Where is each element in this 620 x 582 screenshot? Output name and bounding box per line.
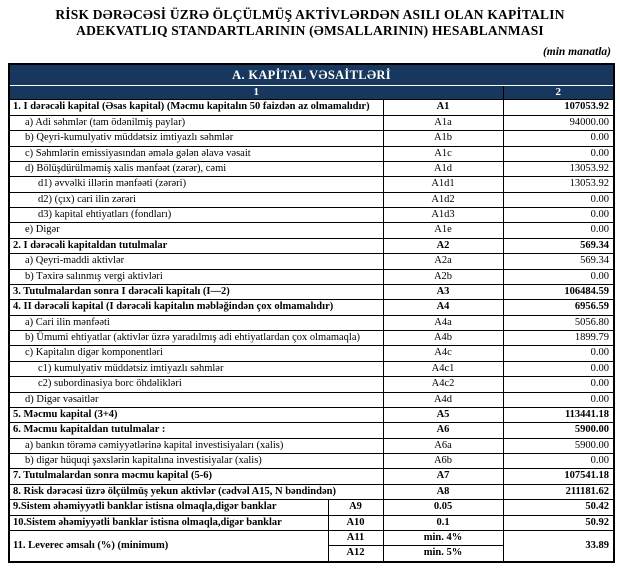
table-row bbox=[9, 315, 614, 330]
row-value: 0.00 bbox=[503, 269, 614, 284]
row-label: b) digər hüquqi şəxslərin kapitalına investisiyalar (xalis) bbox=[9, 454, 383, 469]
row-value: 107541.18 bbox=[503, 469, 614, 484]
table-row bbox=[9, 238, 614, 253]
row-value: 50.92 bbox=[503, 515, 614, 530]
row-label: b) Qeyri-kumulyativ müddətsiz imtiyazlı səhmlər bbox=[9, 131, 383, 146]
table-row bbox=[9, 454, 614, 469]
row-value: 1899.79 bbox=[503, 331, 614, 346]
row-code: A4c bbox=[383, 346, 503, 361]
row-value: 0.00 bbox=[503, 346, 614, 361]
row-label: 11. Leverec əmsalı (%) (minimum) bbox=[9, 530, 328, 561]
section-header: A. KAPİTAL VƏSAİTLƏRİ bbox=[9, 64, 614, 86]
row-code: A3 bbox=[383, 284, 503, 299]
row-value: 0.00 bbox=[503, 192, 614, 207]
row-label: d) Bölüşdürülməmiş xalis mənfəət (zərər), cəmi bbox=[9, 161, 383, 176]
row-label: a) Cari ilin mənfəəti bbox=[9, 315, 383, 330]
table-row bbox=[9, 269, 614, 284]
row-code: A4a bbox=[383, 315, 503, 330]
table-row bbox=[9, 377, 614, 392]
table-row-leverage bbox=[9, 530, 614, 545]
row-value: 211181.62 bbox=[503, 484, 614, 499]
row-factor: 0.05 bbox=[383, 500, 503, 515]
table-row bbox=[9, 177, 614, 192]
col-header-1: 1 bbox=[9, 86, 503, 100]
row-factor: 0.1 bbox=[383, 515, 503, 530]
row-code: A1b bbox=[383, 131, 503, 146]
row-label: 5. Məcmu kapital (3+4) bbox=[9, 407, 383, 422]
row-code: A5 bbox=[383, 407, 503, 422]
table-row bbox=[9, 146, 614, 161]
row-value: 113441.18 bbox=[503, 407, 614, 422]
row-code: A4c1 bbox=[383, 361, 503, 376]
table-row bbox=[9, 469, 614, 484]
row-label: b) Təxirə salınmış vergi aktivləri bbox=[9, 269, 383, 284]
row-code: A9 bbox=[328, 500, 383, 515]
row-label: 7. Tutulmalardan sonra məcmu kapital (5-6) bbox=[9, 469, 383, 484]
table-row bbox=[9, 254, 614, 269]
row-value: 33.89 bbox=[503, 530, 614, 561]
row-code: A6 bbox=[383, 423, 503, 438]
row-label: d) Digər vəsaitlər bbox=[9, 392, 383, 407]
column-number-row bbox=[9, 86, 614, 100]
row-label: c2) subordinasiya borc öhdəlikləri bbox=[9, 377, 383, 392]
row-code: A11 bbox=[328, 530, 383, 545]
page-title-line1: RİSK DƏRƏCƏSİ ÜZRƏ ÖLÇÜLMÜŞ AKTİVLƏRDƏN ASILI OLAN KAPİTALIN bbox=[55, 7, 565, 22]
row-value: 5900.00 bbox=[503, 423, 614, 438]
row-value: 569.34 bbox=[503, 254, 614, 269]
row-code: A6b bbox=[383, 454, 503, 469]
row-factor: min. 5% bbox=[383, 546, 503, 562]
row-code: A1d1 bbox=[383, 177, 503, 192]
table-row bbox=[9, 438, 614, 453]
row-label: 2. I dərəcəli kapitaldan tutulmalar bbox=[9, 238, 383, 253]
row-label: a) Qeyri-maddi aktivlər bbox=[9, 254, 383, 269]
table-row bbox=[9, 331, 614, 346]
row-value: 569.34 bbox=[503, 238, 614, 253]
row-value: 106484.59 bbox=[503, 284, 614, 299]
table-row-ratio bbox=[9, 515, 614, 530]
table-row bbox=[9, 100, 614, 115]
row-code: A1c bbox=[383, 146, 503, 161]
row-code: A1d2 bbox=[383, 192, 503, 207]
row-code: A4 bbox=[383, 300, 503, 315]
table-row bbox=[9, 284, 614, 299]
row-label: 8. Risk dərəcəsi üzrə ölçülmüş yekun aktivlər (cədvəl A15, N bəndindən) bbox=[9, 484, 383, 499]
row-code: A2 bbox=[383, 238, 503, 253]
row-value: 0.00 bbox=[503, 131, 614, 146]
table-row bbox=[9, 361, 614, 376]
row-label: e) Digər bbox=[9, 223, 383, 238]
row-label: 4. II dərəcəli kapital (I dərəcəli kapitalın məbləğindən çox olmamalıdır) bbox=[9, 300, 383, 315]
table-row bbox=[9, 484, 614, 499]
row-value: 5900.00 bbox=[503, 438, 614, 453]
row-value: 0.00 bbox=[503, 146, 614, 161]
row-code: A1e bbox=[383, 223, 503, 238]
section-header-row bbox=[9, 64, 614, 86]
row-code: A12 bbox=[328, 546, 383, 562]
row-code: A4d bbox=[383, 392, 503, 407]
table-row bbox=[9, 300, 614, 315]
row-label: c1) kumulyativ müddətsiz imtiyazlı səhmlər bbox=[9, 361, 383, 376]
row-label: 10.Sistem əhəmiyyətli banklar istisna olmaqla,digər banklar bbox=[9, 515, 328, 530]
row-label: d1) əvvəlki illərin mənfəəti (zərəri) bbox=[9, 177, 383, 192]
row-label: d3) kapital ehtiyatları (fondları) bbox=[9, 208, 383, 223]
row-code: A4c2 bbox=[383, 377, 503, 392]
row-value: 0.00 bbox=[503, 392, 614, 407]
page-title-line2: ADEKVATLIQ STANDARTLARININ (ƏMSALLARININ) HESABLANMASI bbox=[76, 23, 544, 39]
row-value: 13053.92 bbox=[503, 161, 614, 176]
row-label: b) Ümumi ehtiyatlar (aktivlər üzrə yaradılmış adi ehtiyatlardan çox olmamaqla) bbox=[9, 331, 383, 346]
row-code: A1d bbox=[383, 161, 503, 176]
row-value: 50.42 bbox=[503, 500, 614, 515]
table-row bbox=[9, 346, 614, 361]
row-value: 5056.80 bbox=[503, 315, 614, 330]
row-label: c) Səhmlərin emissiyasından əmələ gələn əlavə vəsait bbox=[9, 146, 383, 161]
row-label: a) bankın törəmə cəmiyyətlərinə kapital investisiyaları (xalis) bbox=[9, 438, 383, 453]
row-label: 6. Məcmu kapitaldan tutulmalar : bbox=[9, 423, 383, 438]
row-value: 6956.59 bbox=[503, 300, 614, 315]
row-value: 107053.92 bbox=[503, 100, 614, 115]
row-code: A2a bbox=[383, 254, 503, 269]
row-value: 94000.00 bbox=[503, 115, 614, 130]
row-factor: min. 4% bbox=[383, 530, 503, 545]
row-code: A2b bbox=[383, 269, 503, 284]
row-value: 13053.92 bbox=[503, 177, 614, 192]
row-value: 0.00 bbox=[503, 361, 614, 376]
row-label: a) Adi səhmlər (tam ödənilmiş paylar) bbox=[9, 115, 383, 130]
row-code: A1a bbox=[383, 115, 503, 130]
row-code: A8 bbox=[383, 484, 503, 499]
table-row bbox=[9, 208, 614, 223]
capital-table bbox=[8, 63, 615, 562]
table-row bbox=[9, 115, 614, 130]
table-row bbox=[9, 131, 614, 146]
row-code: A1 bbox=[383, 100, 503, 115]
row-label: 9.Sistem əhəmiyyətli banklar istisna olmaqla,digər banklar bbox=[9, 500, 328, 515]
row-label: 3. Tutulmalardan sonra I dərəcəli kapitalı (I—2) bbox=[9, 284, 383, 299]
table-row bbox=[9, 407, 614, 422]
row-label: d2) (çıx) cari ilin zərəri bbox=[9, 192, 383, 207]
unit-note: (min manatla) bbox=[542, 46, 611, 59]
row-code: A6a bbox=[383, 438, 503, 453]
table-row bbox=[9, 392, 614, 407]
row-value: 0.00 bbox=[503, 223, 614, 238]
table-row bbox=[9, 192, 614, 207]
table-row bbox=[9, 161, 614, 176]
row-code: A4b bbox=[383, 331, 503, 346]
page-title bbox=[10, 7, 610, 39]
table-row bbox=[9, 223, 614, 238]
row-label: 1. I dərəcəli kapital (Əsas kapital) (Məcmu kapitalın 50 faizdən az olmamalıdır) bbox=[9, 100, 383, 115]
row-code: A10 bbox=[328, 515, 383, 530]
row-code: A1d3 bbox=[383, 208, 503, 223]
row-value: 0.00 bbox=[503, 377, 614, 392]
table-row bbox=[9, 423, 614, 438]
col-header-2: 2 bbox=[503, 86, 614, 100]
row-value: 0.00 bbox=[503, 454, 614, 469]
row-label: c) Kapitalın digər komponentləri bbox=[9, 346, 383, 361]
table-row-ratio bbox=[9, 500, 614, 515]
row-code: A7 bbox=[383, 469, 503, 484]
row-value: 0.00 bbox=[503, 208, 614, 223]
